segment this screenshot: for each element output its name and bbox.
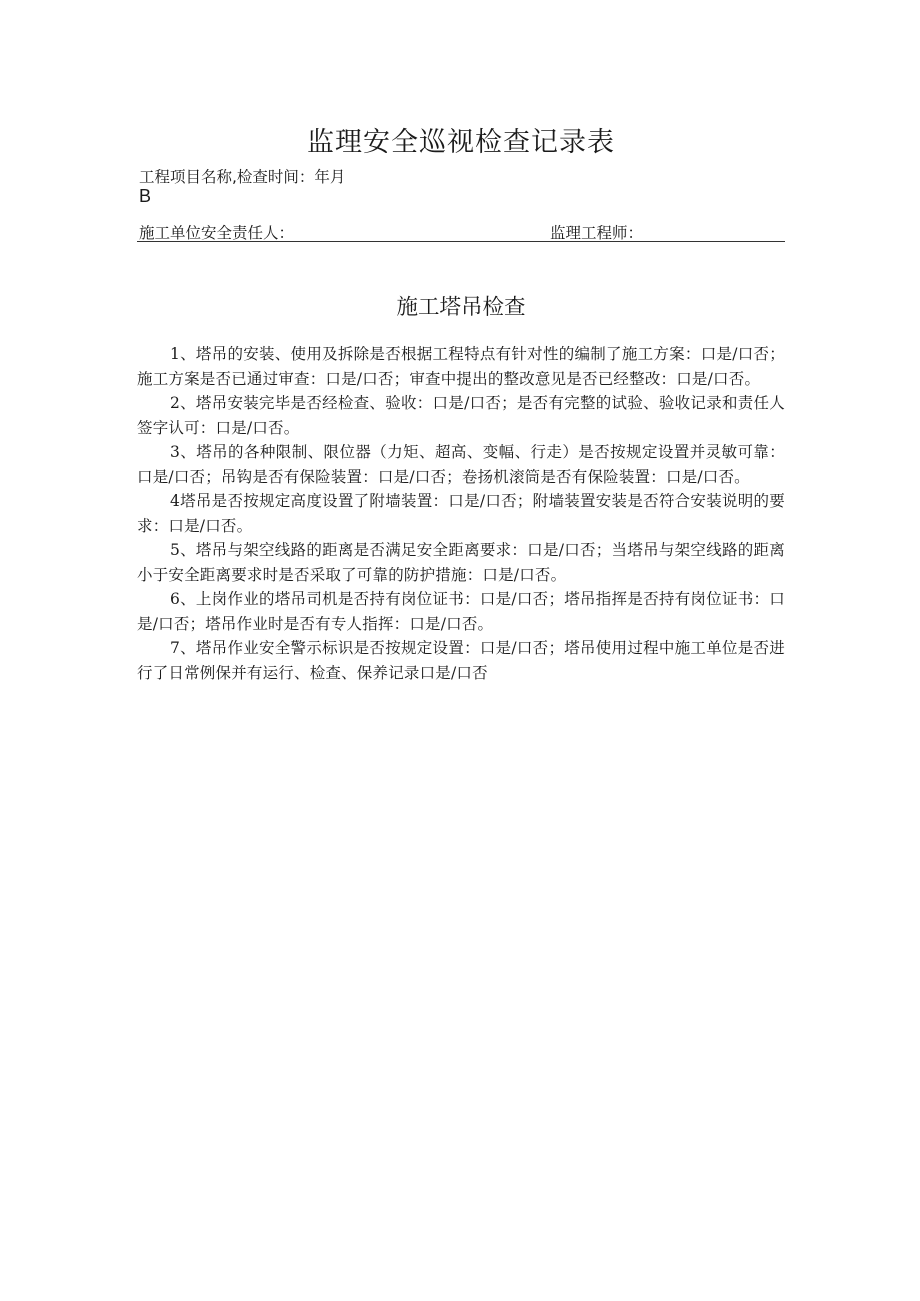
checklist-item: 6、上岗作业的塔吊司机是否持有岗位证书：口是/口否；塔吊指挥是否持有岗位证书：口是/口否；塔吊作业时是否有专人指挥：口是/口否。 [137,590,785,633]
checklist-item: 7、塔吊作业安全警示标识是否按规定设置：口是/口否；塔吊使用过程中施工单位是否进行了日常例保并有运行、检查、保养记录口是/口否 [137,639,785,682]
section-title: 施工塔吊检查 [396,295,526,320]
checklist-item: 5、塔吊与架空线路的距离是否满足安全距离要求：口是/口否；当塔吊与架空线路的距离小于安全距离要求时是否采取了可靠的防护措施：口是/口否。 [137,541,785,584]
checklist-item: 1、塔吊的安装、使用及拆除是否根据工程特点有针对性的编制了施工方案：口是/口否；施工方案是否已通过审查：口是/口否；审查中提出的整改意见是否已经整改：口是/口否。 [137,345,785,388]
contractor-safety-label: 施工单位安全责任人： [139,224,295,242]
document-title: 监理安全巡视检查记录表 [307,127,615,158]
day-mark: B [139,186,152,206]
supervisor-label: 监理工程师： [550,224,644,242]
checklist [137,342,785,685]
checklist-item: 4塔吊是否按规定高度设置了附墙装置：口是/口否；附墙装置安装是否符合安装说明的要求：口是/口否。 [137,492,785,535]
signature-row [137,221,785,242]
checklist-item: 3、塔吊的各种限制、限位器（力矩、超高、变幅、行走）是否按规定设置并灵敏可靠：口是/口否；吊钩是否有保险装置：口是/口否；卷扬机滚筒是否有保险装置：口是/口否。 [137,443,785,486]
checklist-item: 2、塔吊安装完毕是否经检查、验收：口是/口否；是否有完整的试验、验收记录和责任人签字认可：口是/口否。 [137,394,785,437]
project-name-line: 工程项目名称,检查时间：年月 [139,168,346,186]
